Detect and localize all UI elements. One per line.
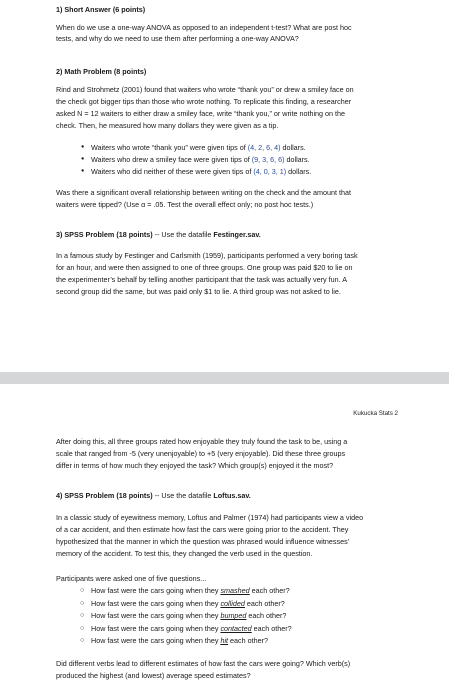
list-item: ○ How fast were the cars going when they hit each other? [56,635,398,646]
q4-para-line-4: memory of the accident. To test this, they changed the verb used in the question. [56,549,313,558]
q4-para-line-1: In a classic study of eyewitness memory, Loftus and Palmer (1974) had participants view a video [56,513,364,522]
q4-question-line-1: Did different verbs lead to different estimates of how fast the cars were going? Which verb(s) [56,659,351,668]
q2-para-line-3: asked N = 12 waiters to either draw a smiley face, write “thank you,” or write nothing on the [56,109,346,118]
document-page-2 [0,384,449,700]
q2-heading: 2) Math Problem (8 points) [56,67,147,76]
list-item: ○ How fast were the cars going when they bumped each other? [56,610,398,621]
list-item: ● Waiters who drew a smiley face were given tips of (9, 3, 6, 6) dollars. [56,154,398,165]
q4-question-line-2: produced the highest (and lowest) average speed estimates? [56,671,251,680]
q3-continued-line-2: scale that ranged from -5 (very unenjoyable) to +5 (very enjoyable). Did these three groups [56,449,346,458]
q3-para-line-1: In a famous study by Festinger and Carlsmith (1959), participants performed a very boring task [56,251,358,260]
q3-para-line-3: the experimenter’s behalf by telling another participant that the task was actually very fun. A [56,275,347,284]
q2-para-line-2: the check got bigger tips than those who wrote nothing. To replicate this finding, a researcher [56,97,352,106]
list-item: ○ How fast were the cars going when they collided each other? [56,598,398,609]
q4-intro: Participants were asked one of five questions... [56,574,207,583]
q2-question-line-1: Was there a significant overall relationship between writing on the check and the amount that [56,188,351,197]
q4-question-list [56,585,398,646]
q1-question-line-1: When do we use a one-way ANOVA as opposed to an independent t-test? What are post hoc [56,23,352,32]
q4-heading: 4) SPSS Problem (18 points) -- Use the datafile Loftus.sav. [56,491,251,500]
q3-continued-line-1: After doing this, all three groups rated how enjoyable they truly found the task to be, using a [56,437,348,446]
q1-heading: 1) Short Answer (6 points) [56,5,146,14]
q3-para-line-2: for an hour, and were then assigned to one of three groups. One group was paid $20 to lie on [56,263,353,272]
q4-para-line-3: hypothesized that the manner in which the question was phrased would influence witnesses’ [56,537,350,546]
list-item: ● Waiters who did neither of these were given tips of (4, 0, 3, 1) dollars. [56,166,398,177]
q2-para-line-1: Rind and Strohmetz (2001) found that waiters who wrote “thank you” or drew a smiley face on [56,85,354,94]
q3-heading: 3) SPSS Problem (18 points) -- Use the datafile Festinger.sav. [56,230,261,239]
q3-para-line-4: second group did the same, but was paid only $1 to lie. A third group was not asked to lie. [56,287,341,296]
q4-para-line-2: of a car accident, and then estimate how fast the cars were going prior to the accident. They [56,525,349,534]
q3-datafile: Festinger.sav. [213,230,261,239]
q4-datafile: Loftus.sav. [213,491,251,500]
q2-tip-list [56,142,398,178]
q2-para-line-4: check. Then, he measured how many dollars they were given as a tip. [56,121,279,130]
page-separator [0,372,449,384]
list-item: ○ How fast were the cars going when they smashed each other? [56,585,398,596]
list-item: ○ How fast were the cars going when they contacted each other? [56,623,398,634]
q1-question-line-2: tests, and why do we need to use them after performing a one-way ANOVA? [56,34,299,43]
q2-question-line-2: waiters were tipped? (Use α = .05. Test the overall effect only; no post hoc tests.) [56,200,314,209]
list-item: ● Waiters who wrote “thank you” were given tips of (4, 2, 6, 4) dollars. [56,142,398,153]
running-head: Kukucka Stats 2 [353,410,398,417]
q3-continued-line-3: differ in terms of how much they enjoyed the task? Which group(s) enjoyed it the most? [56,461,334,470]
